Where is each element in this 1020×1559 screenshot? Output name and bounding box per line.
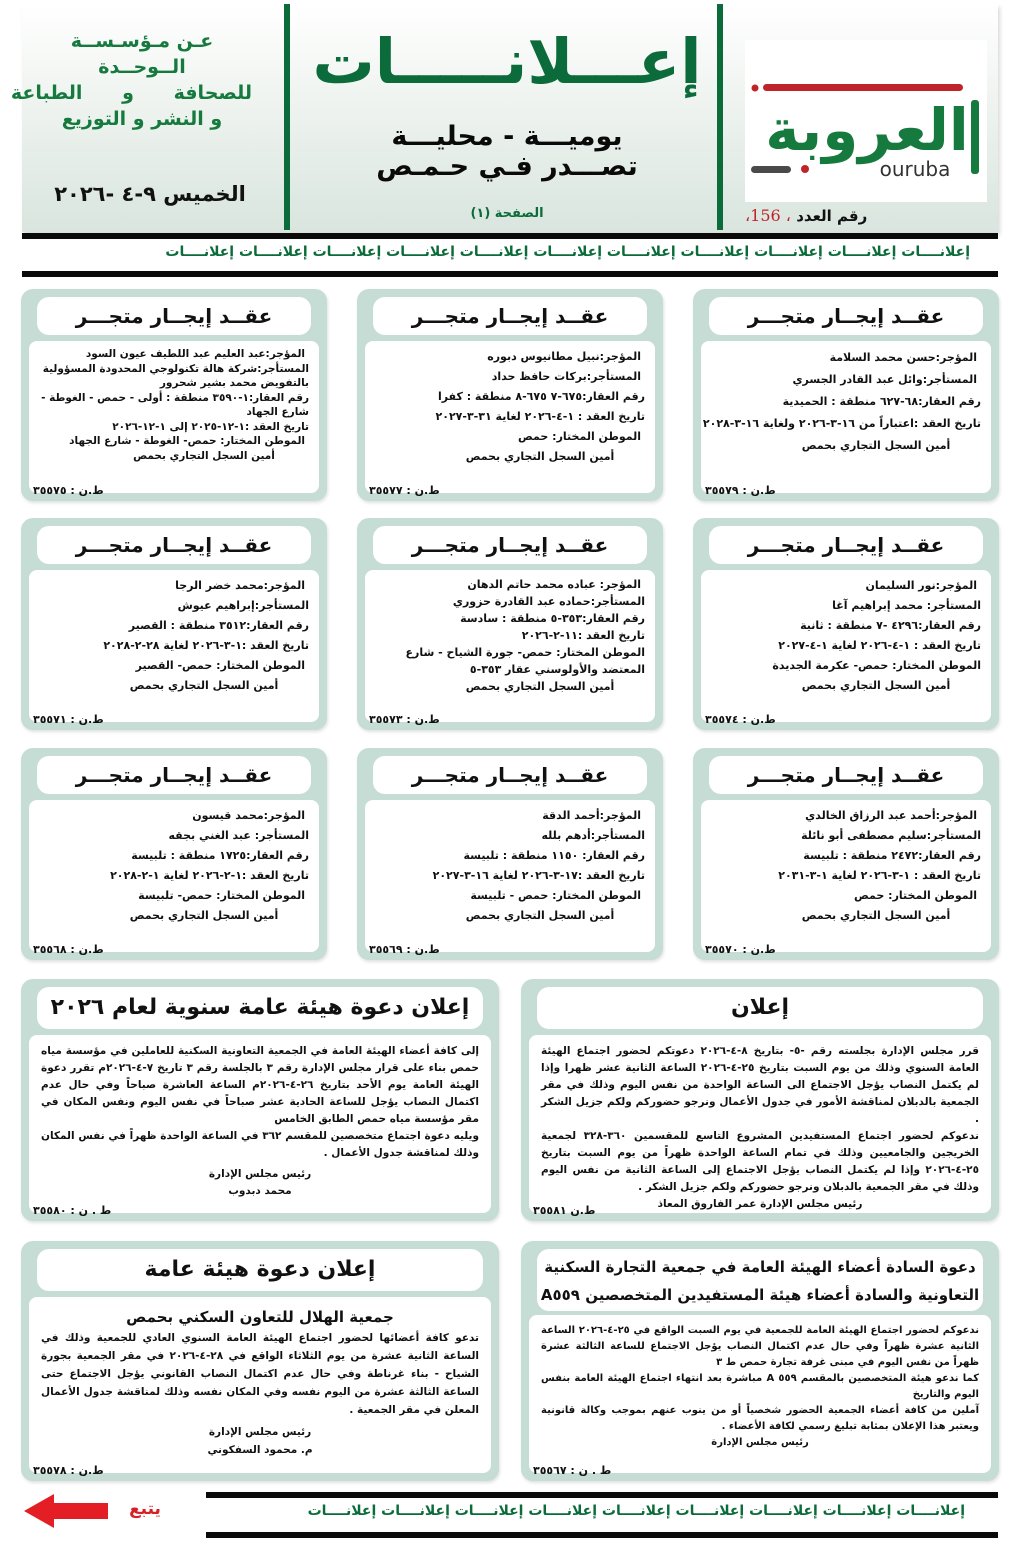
ad-reference: ط.ن : ٣٥٥٧٩ xyxy=(705,484,776,497)
ad-line: المؤجر:محمد خضر الرجا xyxy=(175,579,305,592)
ad-line: المؤجر:نور السليمان xyxy=(865,579,977,592)
ad-line: المؤجر:أحمد الدقة xyxy=(542,809,641,822)
notice-paragraph: إلى كافة أعضاء الهيئة العامة في الجمعية التعاونية السكنية للعاملين في مؤسسة مياه حمص بناء على قرار مجلس الإدارة رقم ٣ بالجلسة رقم ٣ تاريخ ٧-٤-٢٠٢٦م تقرر دعوة الهيئة العامة يوم الأحد بتاريخ ٢٦-٤-٢٠٢٦م الساعة العاشرة صباحاً وفي حال عدم اكتمال النصاب يؤجل للساعة الحادية عشر صباحاً في نفس اليوم ونفس المكان في مقر مؤسسة مياه حمص الطابق الخامس xyxy=(41,1045,479,1125)
issue-label: رقم العدد xyxy=(796,207,868,225)
ad-card xyxy=(357,289,663,501)
ad-line: تاريخ العقد :١-١٢-٢٠٢٥ إلى ١-١٢-٢٠٢٦ xyxy=(112,420,309,433)
ad-reference: ط.ن : ٣٥٥٧٨ xyxy=(33,1464,104,1477)
notice-paragraph: ويليه دعوة اجتماع متخصصين للمقسم ٣٦٢ في الساعة الواحدة ظهراً في نفس المكان وذلك لمناقشة جدول الأعمال . xyxy=(41,1130,479,1159)
publisher-line: للصحافة و الطباعة xyxy=(10,82,252,104)
ad-line: تاريخ العقد :١-٢-٢٠٢٦ لغاية ١-٢-٢٠٢٨ xyxy=(110,869,309,882)
ad-line: المستأجر: عبد الغني بجقه xyxy=(168,829,309,842)
ad-reference: ط.ن : ٣٥٥٧٧ xyxy=(369,484,440,497)
notice-org: جمعية الهلال للتعاون السكني بحمص xyxy=(126,1308,394,1326)
ad-card xyxy=(693,518,999,730)
notice-signature: رئيس مجلس الإدارة عمر الفاروق المعاذ xyxy=(657,1198,863,1210)
ad-title: عقــد إيجــار متجـــر xyxy=(373,526,647,564)
ad-line: المستأجر:وائل عبد القادر الجسري xyxy=(792,373,977,386)
ad-line: رقم العقار:٢٤٧٢ منطقة : تلبيسة xyxy=(803,849,981,862)
ad-line: المستأجر:بركات حافظ حداد xyxy=(491,370,641,383)
ad-line: المستأجر:حماده عبد القادرة حزوري xyxy=(452,595,645,608)
ad-card xyxy=(693,289,999,501)
notice-trade-assembly xyxy=(521,1241,999,1481)
notice-announcement xyxy=(521,979,999,1221)
publisher-info xyxy=(10,28,252,132)
ad-line: رقم العقار:٦٧٥-٧ ٦٧٥-٨ منطقة : كفرا xyxy=(437,390,645,403)
ad-reference: ط . ن : ٣٥٥٨٠ xyxy=(33,1204,112,1217)
issue-date: الخميس ٩-٤ -٢٠٢٦ xyxy=(54,182,246,206)
ad-line: الموطن المختار: حمص- الغوطة - شارع الجهاد xyxy=(69,435,305,447)
subtitle xyxy=(302,122,712,182)
ad-signature: أمين السجل التجاري بحمص xyxy=(465,909,615,922)
notice-signature-name: م. محمود السفكوني xyxy=(207,1444,313,1456)
ad-line: تاريخ العقد :١١-٢-٢٠٢٦ xyxy=(521,629,645,642)
ad-card xyxy=(21,518,327,730)
ad-line: المؤجر: عباده محمد حاتم الدهان xyxy=(467,578,641,591)
ad-title: عقــد إيجــار متجـــر xyxy=(373,297,647,335)
ad-line: المؤجر:محمد قيسون xyxy=(192,809,305,822)
ad-line: رقم العقار: ١١٥٠ منطقة : تلبيسة xyxy=(463,849,645,862)
ad-line: رقم العقار:٦٨-٦٢٧ منطقة : الحميدية xyxy=(782,395,981,408)
ad-line: المستأجر:أدهم بلله xyxy=(541,829,645,842)
ad-signature: أمين السجل التجاري بحمص xyxy=(801,909,951,922)
publisher-line: و النشر و التوزيع xyxy=(61,108,223,130)
ad-body xyxy=(29,800,319,952)
ad-reference: ط.ن : ٣٥٥٧١ xyxy=(33,713,104,726)
page-title: إعـــلانـــــات xyxy=(312,25,702,98)
ad-line: رقم العقار:٤٢٩٦ -٧ منطقة : ثانية xyxy=(800,619,981,632)
ad-line: تاريخ العقد :١٧-٣-٢٠٢٦ لغاية ١٦-٣-٢٠٢٧ xyxy=(432,869,645,882)
notice-paragraph: قرر مجلس الإدارة بجلسته رقم -٥- بتاريخ ٨-٤-٢٠٢٦ دعوتكم لحضور اجتماع الهيئة العامة السنوي وذلك من يوم السبت بتاريخ ٢٥-٤-٢٠٢٦ الساعة الثانية عشر ظهرا وإذا لم يكتمل النصاب يؤجل الاجتماع الى الساعة الواحدة من نفس اليوم وذلك في مقر الجمعية بالدبلان لمناقشة الأمور في جدول الأعمال ونرجو حضوركم ولكم جزيل الشكر . xyxy=(541,1045,980,1125)
ad-card xyxy=(693,748,999,960)
ad-line: تاريخ العقد : ١-٤-٢٠٢٦ لغاية ٣١-٣-٢٠٢٧ xyxy=(435,410,645,423)
ad-signature: أمين السجل التجاري بحمص xyxy=(801,679,951,692)
ad-reference: ط.ن : ٣٥٥٧٤ xyxy=(705,713,776,726)
logo-latin-text: ouruba xyxy=(879,157,951,181)
notice-title: إعلان دعوة هيئة عامة xyxy=(37,1249,483,1291)
ad-line: رقم العقار:١-٣٥٩٠ منطقة : أولى - حمص - الغوطة - شارع الجهاد xyxy=(41,391,309,418)
newspaper-logo xyxy=(745,40,987,202)
banner-rule xyxy=(22,233,998,239)
ad-reference: ط.ن ٣٥٥٨١ xyxy=(533,1204,596,1217)
ad-title: عقــد إيجــار متجـــر xyxy=(373,756,647,794)
banner-text: إعلانــــات إعلانــــات إعلانــــات إعلانــــات إعلانــــات إعلانــــات إعلانــــات إعلانــــات إعلانــــات إعلانــــات إعلانــــات xyxy=(165,244,970,260)
left-arrow-icon[interactable] xyxy=(24,1494,114,1528)
notice-body xyxy=(29,1297,491,1473)
banner-rule xyxy=(206,1492,998,1498)
banner-text: إعلانــــات إعلانــــات إعلانــــات إعلانــــات إعلانــــات إعلانــــات إعلانــــات إعلانــــات إعلانــــات xyxy=(307,1503,965,1519)
ad-line: تاريخ العقد : ١-٤-٢٠٢٦ لغاية ١-٤-٢٠٢٧ xyxy=(778,639,981,652)
ad-line: الموطن المختار: حمص xyxy=(854,889,977,902)
ad-body xyxy=(701,341,991,493)
notice-paragraph: ندعوكم لحضور اجتماع المستفيدين المشروع التاسع للمقسمين ٣٦٠-٣٢٨ لجمعية الخريجين والجامعيين وذلك في تمام الساعة الواحدة ظهراً من يوم السبت بتاريخ ٢٥-٤-٢٠٢٦ وإذا لم يكتمل النصاب يؤجل الاجتماع إلى الساعة الثانية من نفس اليوم وذلك في مقر الجمعية بالدبلان ونرجو حضوركم ولكم جزيل الشكر . xyxy=(541,1130,979,1193)
notice-paragraph: آملين من كافة أعضاء الجمعية الحضور شخصياً أو من ينوب عنهم بموجب وكالة قانونية ويعتبر هذا الإعلان بمثابة تبليغ رسمي لكافة الأعضاء . xyxy=(541,1405,979,1432)
ad-signature: أمين السجل التجاري بحمص xyxy=(133,449,275,462)
notice-title: إعلان دعوة هيئة عامة سنوية لعام ٢٠٢٦ xyxy=(37,987,483,1029)
ad-body xyxy=(701,800,991,952)
subtitle-line: تصـــدر فـي حـمـص xyxy=(376,151,638,182)
logo-icon xyxy=(745,40,987,202)
ad-signature: أمين السجل التجاري بحمص xyxy=(465,450,615,463)
ad-reference: ط.ن : ٣٥٥٦٩ xyxy=(369,943,440,956)
issue-value: ، 156، xyxy=(745,206,791,225)
logo-arabic-text: العروبة xyxy=(765,96,969,164)
ad-card xyxy=(357,518,663,730)
notice-title xyxy=(537,1249,983,1311)
ad-body xyxy=(701,570,991,722)
ad-line: تاريخ العقد : ١-٣-٢٠٢٦ لغاية ١-٣-٢٠٣١ xyxy=(778,869,981,882)
banner-rule xyxy=(206,1532,998,1538)
ad-signature: أمين السجل التجاري بحمص xyxy=(129,909,279,922)
ad-body xyxy=(29,570,319,722)
ad-line: المؤجر:نبيل مطانيوس دبوره xyxy=(487,350,641,363)
ad-reference: ط.ن : ٣٥٥٧٠ xyxy=(705,943,776,956)
ad-reference: ط.ن : ٣٥٥٦٨ xyxy=(33,943,104,956)
ad-line: تاريخ العقد :اعتباراً من ١٦-٣-٢٠٢٦ ولغاية ١٦-٣-٢٠٢٨ xyxy=(702,417,981,430)
ad-line: رقم العقار:٣٥١٢ منطقة : القصير xyxy=(128,619,309,632)
notice-body xyxy=(529,1315,991,1473)
notice-paragraph: تدعو كافة أعضائها لحضور اجتماع الهيئة العامة السنوي العادي للجمعية وذلك في الساعة الثانية عشرة من يوم الثلاثاء الواقع في ٢٨-٤-٢٠٢٦ في مقر الجمعية بجورة الشياح - بناء غرناطة وفي حال عدم اكتمال النصاب القانوني يؤجل الاجتماع حتى الساعة الثالثة عشرة من اليوم نفسه وفي المكان نفسه وذلك لمناقشة جدول الأعمال المعلن في مقر الجمعية . xyxy=(41,1332,479,1416)
page-number: الصفحة (١) xyxy=(470,206,544,221)
ad-line: المؤجر:حسن محمد السلامة xyxy=(829,351,977,364)
continued-label[interactable]: يتبع xyxy=(129,1499,161,1519)
ad-body xyxy=(29,341,319,493)
ad-line: الموطن المختار: حمص - تلبيسة xyxy=(470,889,641,902)
notice-title: إعلان xyxy=(537,987,983,1029)
banner-rule xyxy=(22,271,998,277)
ad-signature: أمين السجل التجاري بحمص xyxy=(801,439,951,452)
issue-number xyxy=(745,206,945,225)
ad-line: الموطن المختار: حمص- تلبيسة xyxy=(138,889,305,902)
ad-title: عقــد إيجــار متجـــر xyxy=(37,526,311,564)
ad-title: عقــد إيجــار متجـــر xyxy=(709,297,983,335)
ad-line: المؤجر:عبد العليم عبد اللطيف عيون السود xyxy=(85,348,305,360)
ad-card xyxy=(21,748,327,960)
ad-reference: ط . ن : ٣٥٥٦٧ xyxy=(533,1464,612,1477)
ad-title: عقــد إيجــار متجـــر xyxy=(709,756,983,794)
notice-signature-name: محمد دبدوب xyxy=(228,1185,292,1197)
ad-line: المستأجر:سليم مصطفى أبو نائلة xyxy=(801,829,981,842)
ad-signature: أمين السجل التجاري بحمص xyxy=(465,680,615,693)
ad-line: الموطن المختار: حمص- القصير xyxy=(135,659,305,672)
ad-reference: ط.ن : ٣٥٥٧٥ xyxy=(33,484,104,497)
masthead xyxy=(10,4,998,232)
ad-line: المستأجر:شركة هالة تكنولوجي المحدودة المسؤولية بالتفويض محمد بشير شحرور xyxy=(42,362,309,389)
notice-signature-title: رئيس مجلس الإدارة xyxy=(208,1426,312,1438)
notice-signature: رئيس مجلس الإدارة xyxy=(711,1437,809,1448)
ad-card xyxy=(21,289,327,501)
ad-line: رقم العقار:١٧٢٥ منطقة : تلبيسة xyxy=(131,849,309,862)
divider xyxy=(284,4,290,230)
notice-title-line: التعاونية والسادة أعضاء هيئة المستفيدين المتخصصين A٥٥٩ xyxy=(540,1286,980,1304)
ad-line: تاريخ العقد :١-٣-٢٠٢٦ لغاية ٢٨-٢-٢٠٢٨ xyxy=(103,639,309,652)
notice-body xyxy=(29,1035,491,1213)
notice-paragraph: ندعوكم لحضور اجتماع الهيئة العامة للجمعية في يوم السبت الواقع في ٢٥-٤-٢٠٢٦ الساعة الثانية عشرة ظهراً وفي حال عدم اكتمال النصاب يؤجل الاجتماع للساعة الثالثة عشرة ظهراً من نفس اليوم في مبنى غرفة تجارة حمص ط ٣ xyxy=(541,1325,979,1368)
publisher-line: عـن مـؤسـســة الــوحــدة xyxy=(70,30,214,78)
ad-body xyxy=(365,570,655,722)
ad-card xyxy=(357,748,663,960)
subtitle-line: يوميـــة - محليـــة xyxy=(391,121,623,152)
notice-title-line: دعوة السادة أعضاء الهيئة العامة في جمعية التجارة السكنية xyxy=(544,1258,976,1276)
ad-body xyxy=(365,341,655,493)
notice-body xyxy=(529,1035,991,1213)
notice-signature-title: رئيس مجلس الإدارة xyxy=(208,1168,312,1180)
ad-line: الموطن المختار: حمص- جورة الشياح - شارع المعتضد والأولوسني عقار ٣٥٣-٥ xyxy=(405,646,645,676)
ad-title: عقــد إيجــار متجـــر xyxy=(37,297,311,335)
divider xyxy=(717,4,723,230)
ad-body xyxy=(365,800,655,952)
notice-paragraph: كما ندعو هيئة المتخصصين بالمقسم ٥٥٩ A مباشرة بعد انتهاء اجتماع الهيئة العامة بنفس اليوم والتاريخ xyxy=(541,1373,980,1400)
ad-line: الموطن المختار: حمص- عكرمة الجديدة xyxy=(772,659,981,672)
ad-signature: أمين السجل التجاري بحمص xyxy=(129,679,279,692)
ad-line: المستأجر:إبراهيم عيوش xyxy=(177,599,309,612)
ad-line: رقم العقار:٣٥٣-٥ منطقة : سادسة xyxy=(460,612,645,625)
notice-general-assembly xyxy=(21,1241,499,1481)
ad-line: الموطن المختار: حمص xyxy=(518,430,641,443)
notice-annual-assembly xyxy=(21,979,499,1221)
ad-title: عقــد إيجــار متجـــر xyxy=(37,756,311,794)
ad-line: المؤجر:أحمد عبد الرزاق الخالدي xyxy=(805,809,977,822)
ad-line: المستأجر: محمد إبراهيم آغا xyxy=(832,599,981,612)
ad-title: عقــد إيجــار متجـــر xyxy=(709,526,983,564)
ad-reference: ط.ن : ٣٥٥٧٣ xyxy=(369,713,440,726)
